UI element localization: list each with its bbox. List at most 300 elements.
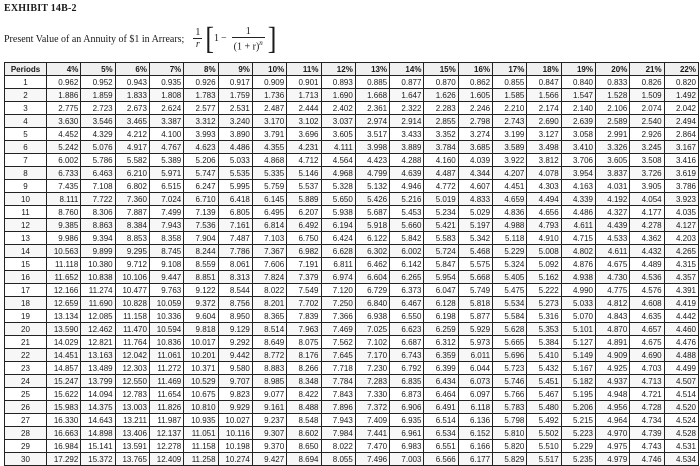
factor-cell: 7.904 xyxy=(184,232,218,245)
factor-cell: 9.604 xyxy=(184,310,218,323)
factor-cell: 5.517 xyxy=(527,453,561,466)
factor-cell: 4.111 xyxy=(321,141,355,154)
factor-cell: 4.713 xyxy=(630,375,664,388)
factor-cell: 6.265 xyxy=(390,271,424,284)
factor-cell: 7.786 xyxy=(218,245,252,258)
factor-cell: 5.628 xyxy=(493,323,527,336)
factor-cell: 4.657 xyxy=(630,323,664,336)
factor-cell: 14.898 xyxy=(81,427,115,440)
factor-cell: 5.206 xyxy=(561,401,595,414)
column-header-rate: 10% xyxy=(252,63,286,76)
factor-cell: 5.019 xyxy=(424,193,458,206)
table-row xyxy=(5,193,699,206)
factor-cell: 6.514 xyxy=(424,414,458,427)
factor-cell: 4.739 xyxy=(630,427,664,440)
factor-cell: 0.885 xyxy=(355,76,389,89)
factor-cell: 8.745 xyxy=(149,245,183,258)
factor-cell: 5.101 xyxy=(561,323,595,336)
factor-cell: 1.783 xyxy=(184,89,218,102)
factor-cell: 4.970 xyxy=(596,427,630,440)
factor-cell: 8.348 xyxy=(287,375,321,388)
factor-cell: 6.177 xyxy=(458,453,492,466)
factor-cell: 5.389 xyxy=(149,154,183,167)
factor-cell: 4.564 xyxy=(321,154,355,167)
factor-cell: 5.162 xyxy=(527,271,561,284)
factor-cell: 7.120 xyxy=(321,284,355,297)
factor-cell: 2.914 xyxy=(390,115,424,128)
factor-cell: 9.385 xyxy=(47,219,81,232)
factor-cell: 4.870 xyxy=(596,323,630,336)
column-header-rate: 21% xyxy=(630,63,664,76)
factor-cell: 6.982 xyxy=(287,245,321,258)
period-cell: 22 xyxy=(5,349,47,362)
factor-cell: 6.210 xyxy=(115,167,149,180)
factor-cell: 3.312 xyxy=(184,115,218,128)
factor-cell: 11.826 xyxy=(149,401,183,414)
factor-cell: 10.529 xyxy=(184,375,218,388)
factor-cell: 4.703 xyxy=(630,362,664,375)
period-cell: 30 xyxy=(5,453,47,466)
factor-cell: 12.783 xyxy=(115,388,149,401)
period-cell: 2 xyxy=(5,89,47,102)
factor-cell: 9.295 xyxy=(115,245,149,258)
factor-cell: 4.329 xyxy=(81,128,115,141)
factor-cell: 3.127 xyxy=(527,128,561,141)
factor-cell: 4.489 xyxy=(630,258,664,271)
factor-cell: 4.035 xyxy=(664,206,698,219)
factor-cell: 4.442 xyxy=(664,310,698,323)
factor-cell: 4.746 xyxy=(630,453,664,466)
factor-cell: 4.476 xyxy=(664,336,698,349)
factor-cell: 5.650 xyxy=(321,193,355,206)
factor-cell: 5.583 xyxy=(424,232,458,245)
formula-inner-denominator xyxy=(232,38,265,52)
factor-cell: 13.211 xyxy=(115,414,149,427)
factor-cell: 4.607 xyxy=(458,180,492,193)
factor-cell: 7.330 xyxy=(355,388,389,401)
factor-cell: 11.158 xyxy=(184,440,218,453)
table-row xyxy=(5,388,699,401)
factor-cell: 1.566 xyxy=(527,89,561,102)
column-header-rate: 8% xyxy=(184,63,218,76)
factor-cell: 1.647 xyxy=(390,89,424,102)
factor-cell: 6.814 xyxy=(252,219,286,232)
factor-cell: 4.891 xyxy=(596,336,630,349)
factor-cell: 4.278 xyxy=(630,219,664,232)
factor-cell: 6.359 xyxy=(424,349,458,362)
factor-cell: 9.580 xyxy=(218,362,252,375)
factor-cell: 7.470 xyxy=(355,440,389,453)
factor-cell: 8.883 xyxy=(252,362,286,375)
factor-cell: 5.971 xyxy=(149,167,183,180)
factor-cell: 7.487 xyxy=(218,232,252,245)
title-text: Present Value of an Annuity of $1 in Arrears; xyxy=(4,33,185,45)
factor-cell: 5.421 xyxy=(424,219,458,232)
factor-cell: 3.498 xyxy=(527,141,561,154)
factor-cell: 4.946 xyxy=(390,180,424,193)
factor-cell: 5.575 xyxy=(458,258,492,271)
column-header-rate: 7% xyxy=(149,63,183,76)
factor-cell: 2.991 xyxy=(596,128,630,141)
factor-cell: 6.136 xyxy=(458,414,492,427)
factor-cell: 5.235 xyxy=(561,453,595,466)
factor-cell: 4.715 xyxy=(561,232,595,245)
factor-cell: 3.696 xyxy=(287,128,321,141)
table-row xyxy=(5,232,699,245)
factor-cell: 6.467 xyxy=(390,297,424,310)
factor-cell: 6.207 xyxy=(287,206,321,219)
factor-cell: 13.489 xyxy=(81,362,115,375)
factor-cell: 7.108 xyxy=(81,180,115,193)
factor-cell: 6.628 xyxy=(321,245,355,258)
factor-cell: 11.690 xyxy=(81,297,115,310)
period-cell: 4 xyxy=(5,115,47,128)
factor-cell: 6.840 xyxy=(355,297,389,310)
factor-cell: 2.864 xyxy=(664,128,698,141)
factor-cell: 4.833 xyxy=(458,193,492,206)
factor-cell: 3.837 xyxy=(596,167,630,180)
factor-cell: 13.003 xyxy=(115,401,149,414)
factor-cell: 6.550 xyxy=(390,310,424,323)
factor-cell: 5.426 xyxy=(355,193,389,206)
factor-cell: 12.303 xyxy=(115,362,149,375)
factor-cell: 9.447 xyxy=(149,271,183,284)
table-row xyxy=(5,258,699,271)
formula-left-bracket: [ xyxy=(205,20,215,56)
table-row xyxy=(5,453,699,466)
factor-cell: 14.094 xyxy=(81,388,115,401)
factor-cell: 9.394 xyxy=(81,232,115,245)
factor-cell: 2.174 xyxy=(527,102,561,115)
factor-cell: 3.706 xyxy=(561,154,595,167)
factor-cell: 5.410 xyxy=(527,349,561,362)
column-header-rate: 13% xyxy=(355,63,389,76)
factor-cell: 6.373 xyxy=(390,284,424,297)
factor-cell: 5.747 xyxy=(184,167,218,180)
factor-cell: 9.712 xyxy=(115,258,149,271)
annuity-table xyxy=(4,62,699,466)
factor-cell: 8.422 xyxy=(287,388,321,401)
factor-cell: 5.535 xyxy=(218,167,252,180)
factor-cell: 7.409 xyxy=(355,414,389,427)
factor-cell: 3.387 xyxy=(149,115,183,128)
factor-cell: 1.605 xyxy=(458,89,492,102)
factor-cell: 3.167 xyxy=(664,141,698,154)
factor-cell: 5.537 xyxy=(287,180,321,193)
factor-cell: 6.491 xyxy=(424,401,458,414)
factor-cell: 5.918 xyxy=(355,219,389,232)
formula-inner-numerator: 1 xyxy=(245,25,251,37)
table-row xyxy=(5,297,699,310)
factor-cell: 2.444 xyxy=(287,102,321,115)
factor-cell: 8.863 xyxy=(81,219,115,232)
factor-cell: 8.244 xyxy=(184,245,218,258)
factor-cell: 7.843 xyxy=(321,388,355,401)
factor-cell: 0.909 xyxy=(252,76,286,89)
factor-cell: 4.524 xyxy=(664,414,698,427)
factor-cell: 4.212 xyxy=(115,128,149,141)
factor-cell: 3.922 xyxy=(493,154,527,167)
factor-cell: 8.650 xyxy=(287,440,321,453)
factor-cell: 12.409 xyxy=(149,453,183,466)
factor-cell: 6.044 xyxy=(458,362,492,375)
factor-cell: 4.488 xyxy=(664,349,698,362)
factor-cell: 6.142 xyxy=(390,258,424,271)
factor-cell: 5.008 xyxy=(527,245,561,258)
factor-cell: 4.956 xyxy=(596,401,630,414)
factor-cell: 2.531 xyxy=(218,102,252,115)
factor-cell: 8.950 xyxy=(218,310,252,323)
factor-cell: 6.198 xyxy=(424,310,458,323)
factor-cell: 6.495 xyxy=(252,206,286,219)
factor-cell: 7.824 xyxy=(252,271,286,284)
factor-cell: 6.604 xyxy=(355,271,389,284)
factor-cell: 4.767 xyxy=(149,141,183,154)
factor-cell: 4.690 xyxy=(630,349,664,362)
factor-cell: 7.441 xyxy=(355,427,389,440)
table-row xyxy=(5,128,699,141)
factor-cell: 6.811 xyxy=(321,258,355,271)
factor-cell: 5.829 xyxy=(493,453,527,466)
factor-cell: 5.405 xyxy=(493,271,527,284)
factor-cell: 4.536 xyxy=(630,271,664,284)
factor-cell: 2.322 xyxy=(390,102,424,115)
factor-cell: 4.659 xyxy=(493,193,527,206)
factor-cell: 2.042 xyxy=(664,102,698,115)
factor-cell: 4.743 xyxy=(630,440,664,453)
period-cell: 3 xyxy=(5,102,47,115)
factor-cell: 8.313 xyxy=(218,271,252,284)
factor-cell: 4.730 xyxy=(596,271,630,284)
factor-cell: 5.197 xyxy=(458,219,492,232)
column-header-rate: 19% xyxy=(561,63,595,76)
factor-cell: 5.342 xyxy=(458,232,492,245)
table-row xyxy=(5,362,699,375)
factor-cell: 0.935 xyxy=(149,76,183,89)
factor-cell: 9.122 xyxy=(184,284,218,297)
column-header-rate: 4% xyxy=(47,63,81,76)
factor-cell: 10.274 xyxy=(218,453,252,466)
factor-cell: 6.145 xyxy=(252,193,286,206)
factor-cell: 6.750 xyxy=(287,232,321,245)
factor-cell: 6.464 xyxy=(424,388,458,401)
table-row xyxy=(5,167,699,180)
factor-cell: 6.166 xyxy=(458,440,492,453)
factor-cell: 5.146 xyxy=(287,167,321,180)
factor-cell: 4.203 xyxy=(664,232,698,245)
factor-cell: 11.274 xyxy=(81,284,115,297)
factor-cell: 11.051 xyxy=(184,427,218,440)
factor-cell: 4.231 xyxy=(287,141,321,154)
factor-cell: 9.427 xyxy=(252,453,286,466)
factor-cell: 8.649 xyxy=(252,336,286,349)
factor-cell: 10.017 xyxy=(184,336,218,349)
factor-cell: 3.589 xyxy=(493,141,527,154)
factor-cell: 2.690 xyxy=(527,115,561,128)
factor-cell: 4.990 xyxy=(561,284,595,297)
factor-cell: 5.328 xyxy=(321,180,355,193)
formula-minus: − xyxy=(221,33,227,45)
factor-cell: 12.278 xyxy=(149,440,183,453)
factor-cell: 0.952 xyxy=(81,76,115,89)
factor-cell: 0.943 xyxy=(115,76,149,89)
factor-cell: 0.962 xyxy=(47,76,81,89)
factor-cell: 1.759 xyxy=(218,89,252,102)
factor-cell: 7.372 xyxy=(355,401,389,414)
factor-cell: 1.833 xyxy=(115,89,149,102)
factor-cell: 4.327 xyxy=(596,206,630,219)
factor-cell: 3.102 xyxy=(287,115,321,128)
factor-cell: 1.528 xyxy=(596,89,630,102)
factor-cell: 2.926 xyxy=(630,128,664,141)
factor-cell: 3.993 xyxy=(184,128,218,141)
factor-cell: 4.533 xyxy=(596,232,630,245)
factor-cell: 16.330 xyxy=(47,414,81,427)
factor-cell: 8.544 xyxy=(218,284,252,297)
factor-cell: 2.639 xyxy=(561,115,595,128)
factor-cell: 3.786 xyxy=(664,180,698,193)
factor-cell: 10.828 xyxy=(115,297,149,310)
factor-cell: 3.199 xyxy=(493,128,527,141)
period-cell: 19 xyxy=(5,310,47,323)
factor-cell: 4.452 xyxy=(47,128,81,141)
column-header-rate: 6% xyxy=(115,63,149,76)
factor-cell: 9.307 xyxy=(252,427,286,440)
factor-cell: 4.460 xyxy=(664,323,698,336)
factor-cell: 5.668 xyxy=(458,271,492,284)
factor-cell: 5.468 xyxy=(458,245,492,258)
factor-cell: 15.141 xyxy=(81,440,115,453)
factor-cell: 0.926 xyxy=(184,76,218,89)
table-row xyxy=(5,219,699,232)
factor-cell: 5.820 xyxy=(493,440,527,453)
formula-fraction-discount xyxy=(232,26,265,52)
factor-cell: 0.917 xyxy=(218,76,252,89)
factor-cell: 6.118 xyxy=(458,401,492,414)
factor-cell: 8.176 xyxy=(287,349,321,362)
table-row xyxy=(5,284,699,297)
factor-cell: 2.974 xyxy=(355,115,389,128)
table-header-row xyxy=(5,63,699,76)
factor-cell: 5.723 xyxy=(493,362,527,375)
factor-cell: 3.812 xyxy=(527,154,561,167)
factor-cell: 4.576 xyxy=(630,284,664,297)
factor-cell: 9.292 xyxy=(218,336,252,349)
factor-cell: 5.842 xyxy=(390,232,424,245)
factor-cell: 10.371 xyxy=(184,362,218,375)
factor-cell: 3.508 xyxy=(630,154,664,167)
factor-cell: 4.514 xyxy=(664,388,698,401)
factor-cell: 7.103 xyxy=(252,232,286,245)
factor-cell: 6.835 xyxy=(390,375,424,388)
factor-cell: 8.111 xyxy=(47,193,81,206)
factor-cell: 9.161 xyxy=(252,401,286,414)
factor-cell: 6.002 xyxy=(47,154,81,167)
factor-cell: 9.237 xyxy=(252,414,286,427)
factor-cell: 3.605 xyxy=(321,128,355,141)
factor-cell: 7.379 xyxy=(287,271,321,284)
factor-cell: 4.937 xyxy=(596,375,630,388)
factor-cell: 9.077 xyxy=(252,388,286,401)
factor-cell: 5.384 xyxy=(527,336,561,349)
factor-cell: 6.938 xyxy=(355,310,389,323)
factor-cell: 6.515 xyxy=(149,180,183,193)
factor-cell: 5.687 xyxy=(355,206,389,219)
factor-cell: 4.039 xyxy=(458,154,492,167)
factor-cell: 4.925 xyxy=(596,362,630,375)
factor-cell: 5.149 xyxy=(561,349,595,362)
factor-cell: 5.453 xyxy=(390,206,424,219)
factor-cell: 5.451 xyxy=(527,375,561,388)
formula-numerator: 1 xyxy=(195,27,201,39)
factor-cell: 4.728 xyxy=(630,401,664,414)
period-cell: 21 xyxy=(5,336,47,349)
factor-cell: 10.563 xyxy=(47,245,81,258)
factor-cell: 2.577 xyxy=(184,102,218,115)
factor-cell: 10.059 xyxy=(149,297,183,310)
factor-cell: 4.499 xyxy=(664,362,698,375)
factor-cell: 14.451 xyxy=(47,349,81,362)
factor-cell: 9.899 xyxy=(81,245,115,258)
factor-cell: 4.520 xyxy=(664,401,698,414)
factor-cell: 12.085 xyxy=(81,310,115,323)
table-row xyxy=(5,271,699,284)
factor-cell: 16.984 xyxy=(47,440,81,453)
factor-cell: 5.766 xyxy=(493,388,527,401)
factor-cell: 5.798 xyxy=(493,414,527,427)
factor-cell: 5.973 xyxy=(458,336,492,349)
factor-cell: 5.223 xyxy=(561,427,595,440)
factor-cell: 7.161 xyxy=(218,219,252,232)
factor-cell: 4.439 xyxy=(596,219,630,232)
factor-cell: 3.889 xyxy=(390,141,424,154)
factor-cell: 4.876 xyxy=(561,258,595,271)
factor-cell: 3.274 xyxy=(458,128,492,141)
factor-cell: 4.486 xyxy=(218,141,252,154)
factor-cell: 1.585 xyxy=(493,89,527,102)
factor-cell: 2.798 xyxy=(458,115,492,128)
factor-cell: 5.502 xyxy=(527,427,561,440)
factor-cell: 1.668 xyxy=(355,89,389,102)
exhibit-label: EXHIBIT 14B-2 xyxy=(4,3,77,14)
period-cell: 23 xyxy=(5,362,47,375)
table-title xyxy=(4,20,277,56)
factor-cell: 2.106 xyxy=(596,102,630,115)
factor-cell: 4.355 xyxy=(252,141,286,154)
column-header-rate: 16% xyxy=(458,63,492,76)
factor-cell: 15.247 xyxy=(47,375,81,388)
factor-cell: 12.137 xyxy=(149,427,183,440)
factor-cell: 5.229 xyxy=(493,245,527,258)
factor-cell: 11.118 xyxy=(47,258,81,271)
table-body xyxy=(5,76,699,466)
formula-exponent-n: n xyxy=(259,38,263,47)
factor-cell: 4.979 xyxy=(596,453,630,466)
factor-cell: 3.791 xyxy=(252,128,286,141)
formula-one-plus-r: (1 + r) xyxy=(233,41,260,53)
factor-cell: 2.723 xyxy=(81,102,115,115)
factor-cell: 4.836 xyxy=(493,206,527,219)
factor-cell: 5.534 xyxy=(493,297,527,310)
factor-cell: 10.675 xyxy=(184,388,218,401)
factor-cell: 3.619 xyxy=(664,167,698,180)
factor-cell: 9.442 xyxy=(218,349,252,362)
factor-cell: 2.743 xyxy=(493,115,527,128)
factor-cell: 2.855 xyxy=(424,115,458,128)
factor-cell: 12.166 xyxy=(47,284,81,297)
factor-cell: 5.582 xyxy=(115,154,149,167)
factor-cell: 0.840 xyxy=(561,76,595,89)
